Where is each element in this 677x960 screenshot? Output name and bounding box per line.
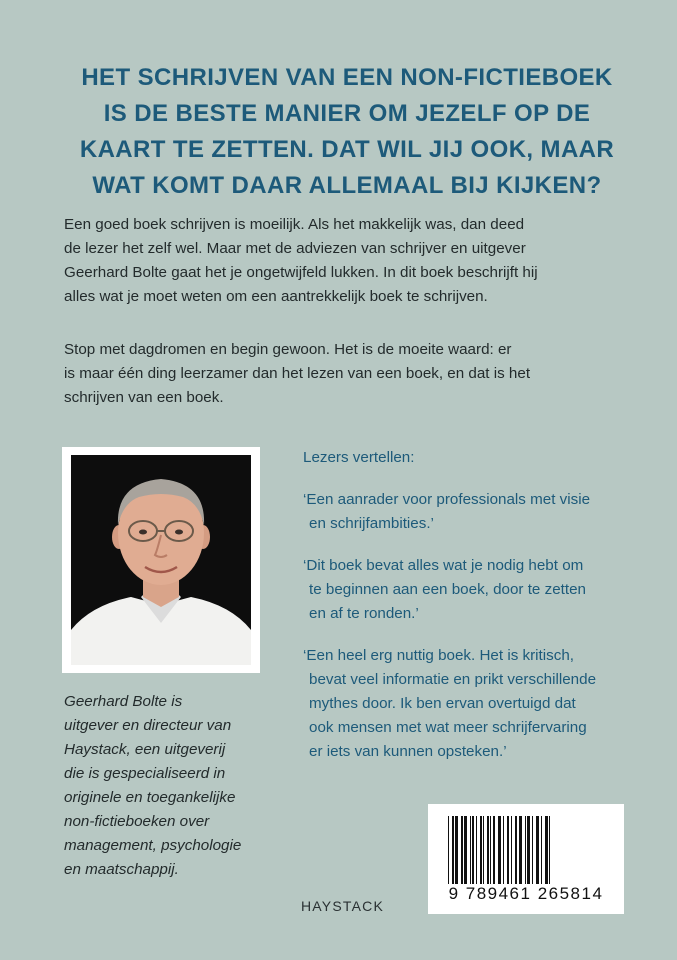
bio-line: uitgever en directeur van [64,717,232,734]
author-portrait-illustration [71,455,251,665]
barcode-bar [525,816,526,884]
barcode-bars [446,816,606,884]
barcode-bar [483,816,484,884]
publisher-logo: HAYSTACK [301,898,384,914]
quote-line: ook mensen met wat meer schrijfervaring [309,719,587,736]
intro-paragraph-1 [64,213,624,309]
barcode-bar [487,816,489,884]
review-quote [303,554,643,626]
bio-line: originele en toegankelijke [64,789,236,806]
quote-line: mythes door. Ik ben ervan overtuigd dat [309,695,576,712]
text-line: alles wat je moet weten om een aantrekkelijk boek te schrijven. [64,288,488,305]
bio-line: en maatschappij. [64,861,179,878]
barcode-bar [470,816,471,884]
quote-line: bevat veel informatie en prikt verschillende [309,671,597,688]
author-photo-frame [62,447,260,673]
bio-line: Haystack, een uitgeverij [64,741,226,758]
quote-line: ‘Een aanrader voor professionals met visie [303,491,591,508]
barcode-bar [536,816,539,884]
barcode-bar [545,816,548,884]
barcode-bar [498,816,501,884]
barcode-bar [532,816,533,884]
isbn-number: 9 789461 265814 [448,884,604,903]
barcode-bar [511,816,512,884]
barcode-bar [452,816,454,884]
reader-reviews [303,446,643,782]
isbn-barcode [428,804,624,914]
headline [62,60,632,204]
headline-line: WAT KOMT DAAR ALLEMAAL BIJ KIJKEN? [92,172,602,199]
barcode-bar [476,816,477,884]
review-quote [303,644,643,764]
barcode-bar [461,816,463,884]
barcode-bar [472,816,474,884]
barcode-bar [455,816,458,884]
author-photo [71,455,251,665]
author-bio [64,690,284,882]
quote-line: er iets van kunnen opsteken.’ [309,743,507,760]
quote-line: ‘Een heel erg nuttig boek. Het is kritisch, [303,647,574,664]
reviews-heading: Lezers vertellen: [303,449,415,466]
text-line: schrijven van een boek. [64,389,224,406]
headline-line: KAART TE ZETTEN. DAT WIL JIJ OOK, MAAR [79,136,615,163]
barcode-bar [527,816,530,884]
barcode-bar [493,816,495,884]
text-line: de lezer het zelf wel. Maar met de adviezen van schrijver en uitgever [64,240,526,257]
bio-line: die is gespecialiseerd in [64,765,226,782]
text-line: Een goed boek schrijven is moeilijk. Als het makkelijk was, dan deed [64,216,525,233]
barcode-bar [507,816,509,884]
headline-line: HET SCHRIJVEN VAN EEN NON-FICTIEBOEK [81,64,613,91]
intro-paragraph-2 [64,338,624,410]
text-line: Geerhard Bolte gaat het je ongetwijfeld lukken. In dit boek beschrijft hij [64,264,538,281]
barcode-bar [464,816,467,884]
barcode-bar [503,816,504,884]
quote-line: ‘Dit boek bevat alles wat je nodig hebt om [303,557,584,574]
review-quote [303,488,643,536]
quote-line: en af te ronden.’ [309,605,419,622]
barcode-bar [490,816,491,884]
text-line: Stop met dagdromen en begin gewoon. Het is de moeite waard: er [64,341,512,358]
barcode-bar [519,816,522,884]
bio-line: non-fictieboeken over [64,813,210,830]
headline-line: IS DE BESTE MANIER OM JEZELF OP DE [103,100,591,127]
barcode-bar [448,816,449,884]
barcode-bar [549,816,550,884]
bio-line: management, psychologie [64,837,242,854]
barcode-bar [480,816,482,884]
text-line: is maar één ding leerzamer dan het lezen van een boek, en dat is het [64,365,531,382]
bio-line: Geerhard Bolte is [64,693,183,710]
quote-line: te beginnen aan een boek, door te zetten [309,581,586,598]
barcode-bar [515,816,517,884]
quote-line: en schrijfambities.’ [309,515,434,532]
barcode-bar [541,816,542,884]
